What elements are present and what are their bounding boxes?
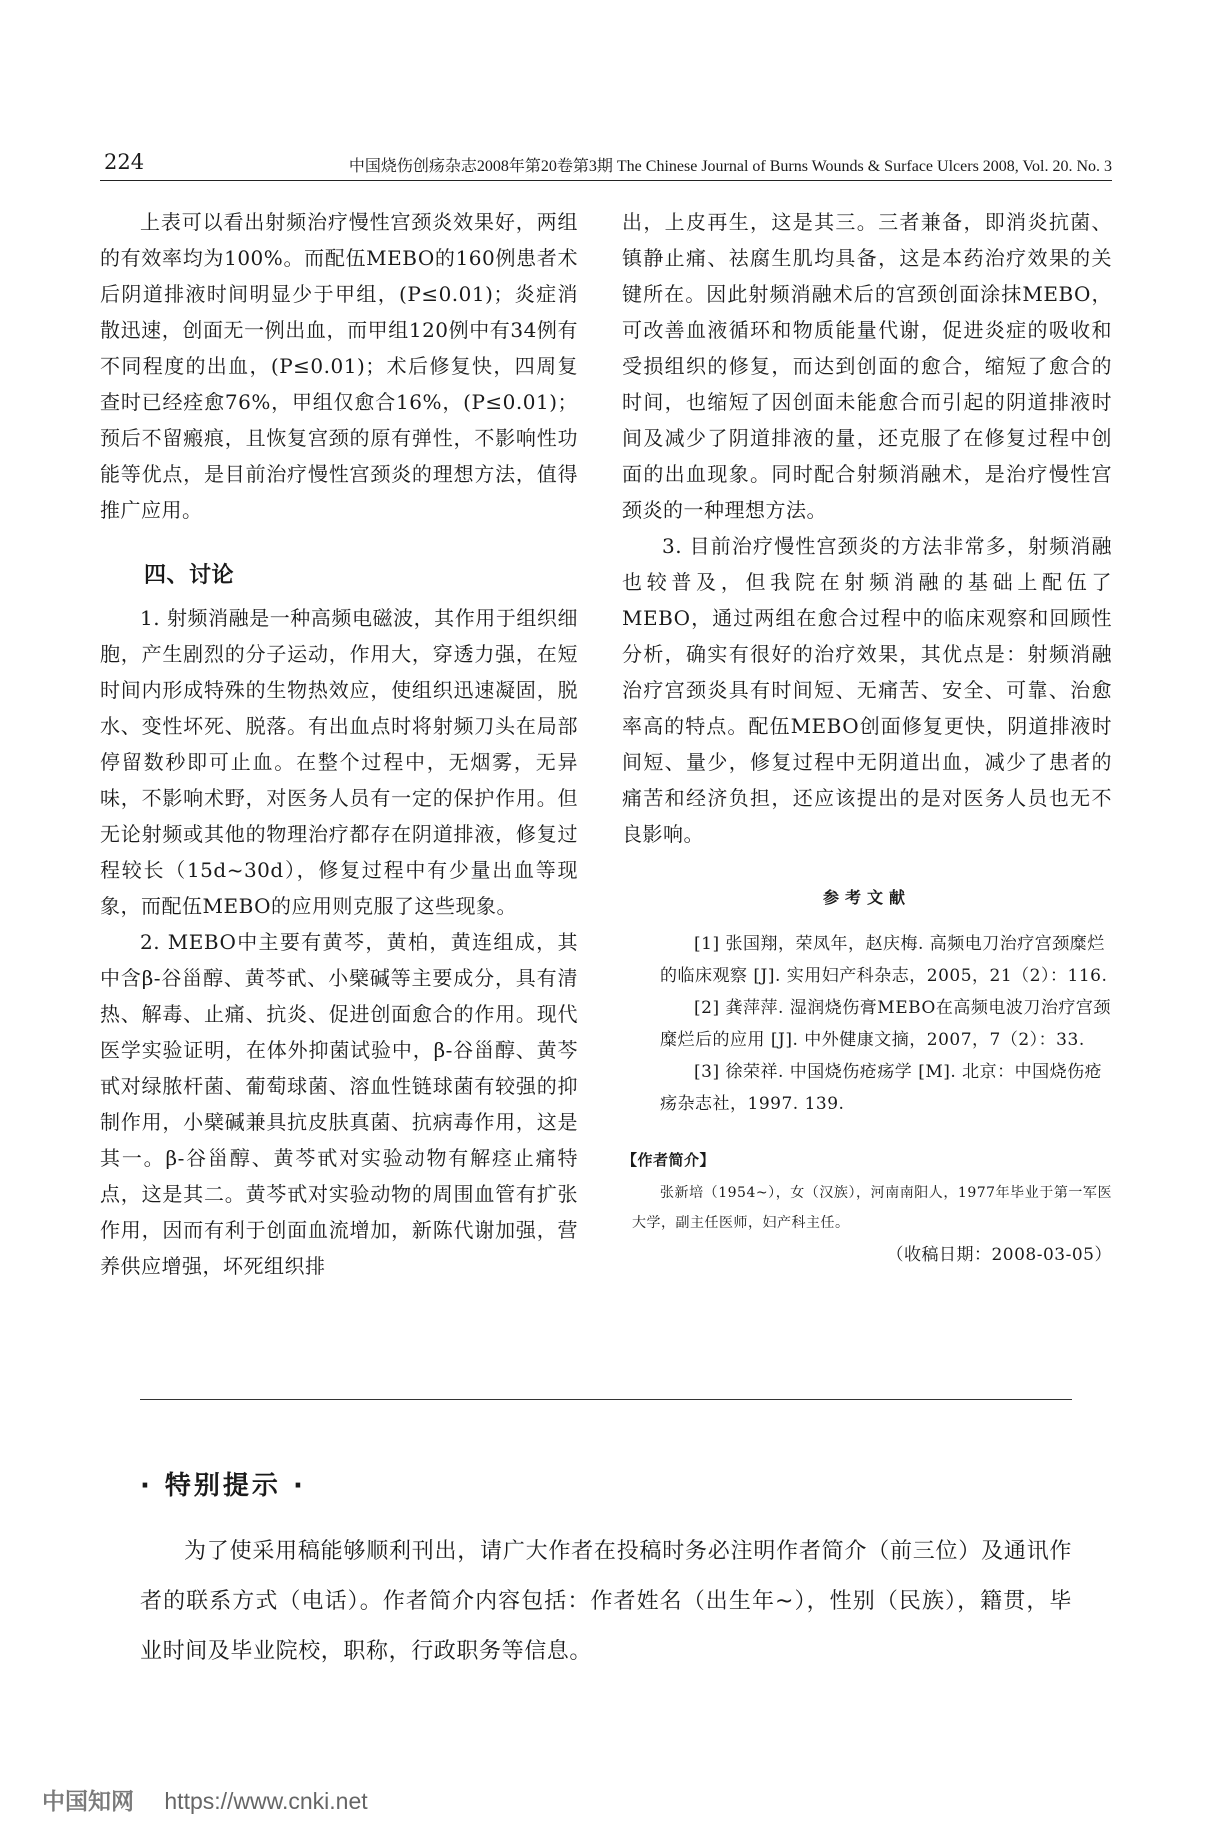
section-divider <box>140 1399 1072 1400</box>
reference-item: [2] 龚萍萍. 湿润烧伤膏MEBO在高频电波刀治疗宫颈糜烂后的应用 [J]. 中外健康文摘，2007，7（2）：33. <box>660 998 1111 1050</box>
special-notice-title: · 特别提示 · <box>140 1471 306 1501</box>
discussion-point-2-continued: 出，上皮再生，这是其三。三者兼备，即消炎抗菌、镇静止痛、祛腐生肌均具备，这是本药治疗效果的关键所在。因此射频消融术后的宫颈创面涂抹MEBO，可改善血液循环和物质能量代谢，促进炎症的吸收和受损组织的修复，而达到创面的愈合，缩短了愈合的时间，也缩短了因创面未能愈合而引起的阴道排液时间及减少了阴道排液的量，还克服了在修复过程中创面的出血现象。同时配合射频消融术，是治疗慢性宫颈炎的一种理想方法。 <box>622 210 1112 522</box>
references-heading: 参考文献 <box>822 888 911 907</box>
reference-item: [1] 张国翔，荣凤年，赵庆梅. 高频电刀治疗宫颈糜烂的临床观察 [J]. 实用妇产科杂志，2005，21（2）：116. <box>660 934 1108 986</box>
special-notice-body <box>140 1527 1072 1677</box>
reference-item: [3] 徐荣祥. 中国烧伤疮疡学 [M]. 北京：中国烧伤疮疡杂志社，1997. 139. <box>660 1062 1103 1114</box>
right-column <box>622 204 1112 1270</box>
discussion-point-2: 2. MEBO中主要有黄芩，黄柏，黄连组成，其中含β-谷甾醇、黄芩甙、小檗碱等主要成分，具有清热、解毒、止痛、抗炎、促进创面愈合的作用。现代医学实验证明，在体外抑菌试验中，β-谷甾醇、黄芩甙对绿脓杆菌、葡萄球菌、溶血性链球菌有较强的抑制作用，小檗碱兼具抗皮肤真菌、抗病毒作用，这是其一。β-谷甾醇、黄芩甙对实验动物有解痉止痛特点，这是其二。黄芩甙对实验动物的周围血管有扩张作用，因而有利于创面血流增加，新陈代谢加强，营养供应增强，坏死组织排 <box>100 930 578 1278</box>
results-paragraph: 上表可以看出射频治疗慢性宫颈炎效果好，两组的有效率均为100%。而配伍MEBO的160例患者术后阴道排液时间明显少于甲组，(P≤0.01)；炎症消散迅速，创面无一例出血，而甲组120例中有34例有不同程度的出血，(P≤0.01)；术后修复快，四周复查时已经痊愈76%，甲组仅愈合16%，(P≤0.01)；预后不留瘢痕，且恢复宫颈的原有弹性，不影响性功能等优点，是目前治疗慢性宫颈炎的理想方法，值得推广应用。 <box>100 210 578 522</box>
cnki-site-name: 中国知网 <box>42 1788 134 1814</box>
discussion-heading: 四、讨论 <box>144 563 235 588</box>
discussion-point-1: 1. 射频消融是一种高频电磁波，其作用于组织细胞，产生剧烈的分子运动，作用大，穿透力强，在短时间内形成特殊的生物热效应，使组织迅速凝固，脱水、变性坏死、脱落。有出血点时将射频刀头在局部停留数秒即可止血。在整个过程中，无烟雾，无异味，不影响术野，对医务人员有一定的保护作用。但无论射频或其他的物理治疗都存在阴道排液，修复过程较长（15d~30d），修复过程中有少量出血等现象，而配伍MEBO的应用则克服了这些现象。 <box>100 606 578 918</box>
page-number: 224 <box>104 150 145 174</box>
cnki-watermark <box>42 1783 368 1816</box>
page-header <box>100 150 1112 181</box>
author-bio: 张新培（1954~），女（汉族），河南南阳人，1977年毕业于第一军医大学，副主任医师，妇产科主任。 <box>632 1185 1112 1231</box>
special-notice-text: 为了使采用稿能够顺利刊出，请广大作者在投稿时务必注明作者简介（前三位）及通讯作者的联系方式（电话）。作者简介内容包括：作者姓名（出生年~），性别（民族），籍贯，毕业时间及毕业院校，职称，行政职务等信息。 <box>140 1539 1072 1664</box>
left-column <box>100 204 578 1284</box>
cnki-url: https://www.cnki.net <box>164 1788 368 1814</box>
discussion-point-3: 3. 目前治疗慢性宫颈炎的方法非常多，射频消融也较普及，但我院在射频消融的基础上配伍了MEBO，通过两组在愈合过程中的临床观察和回顾性分析，确实有很好的治疗效果，其优点是：射频消融治疗宫颈炎具有时间短、无痛苦、安全、可靠、治愈率高的特点。配伍MEBO创面修复更快，阴道排液时间短、量少，修复过程中无阴道出血，减少了患者的痛苦和经济负担，还应该提出的是对医务人员也无不良影响。 <box>622 534 1112 846</box>
journal-running-title: 中国烧伤创疡杂志2008年第20卷第3期 The Chinese Journal of Burns Wounds & Surface Ulcers 2008, Vol. 20. No. 3 <box>348 158 1112 175</box>
author-bio-label: 【作者简介】 <box>622 1151 716 1169</box>
received-date: （收稿日期：2008-03-05） <box>886 1245 1112 1265</box>
